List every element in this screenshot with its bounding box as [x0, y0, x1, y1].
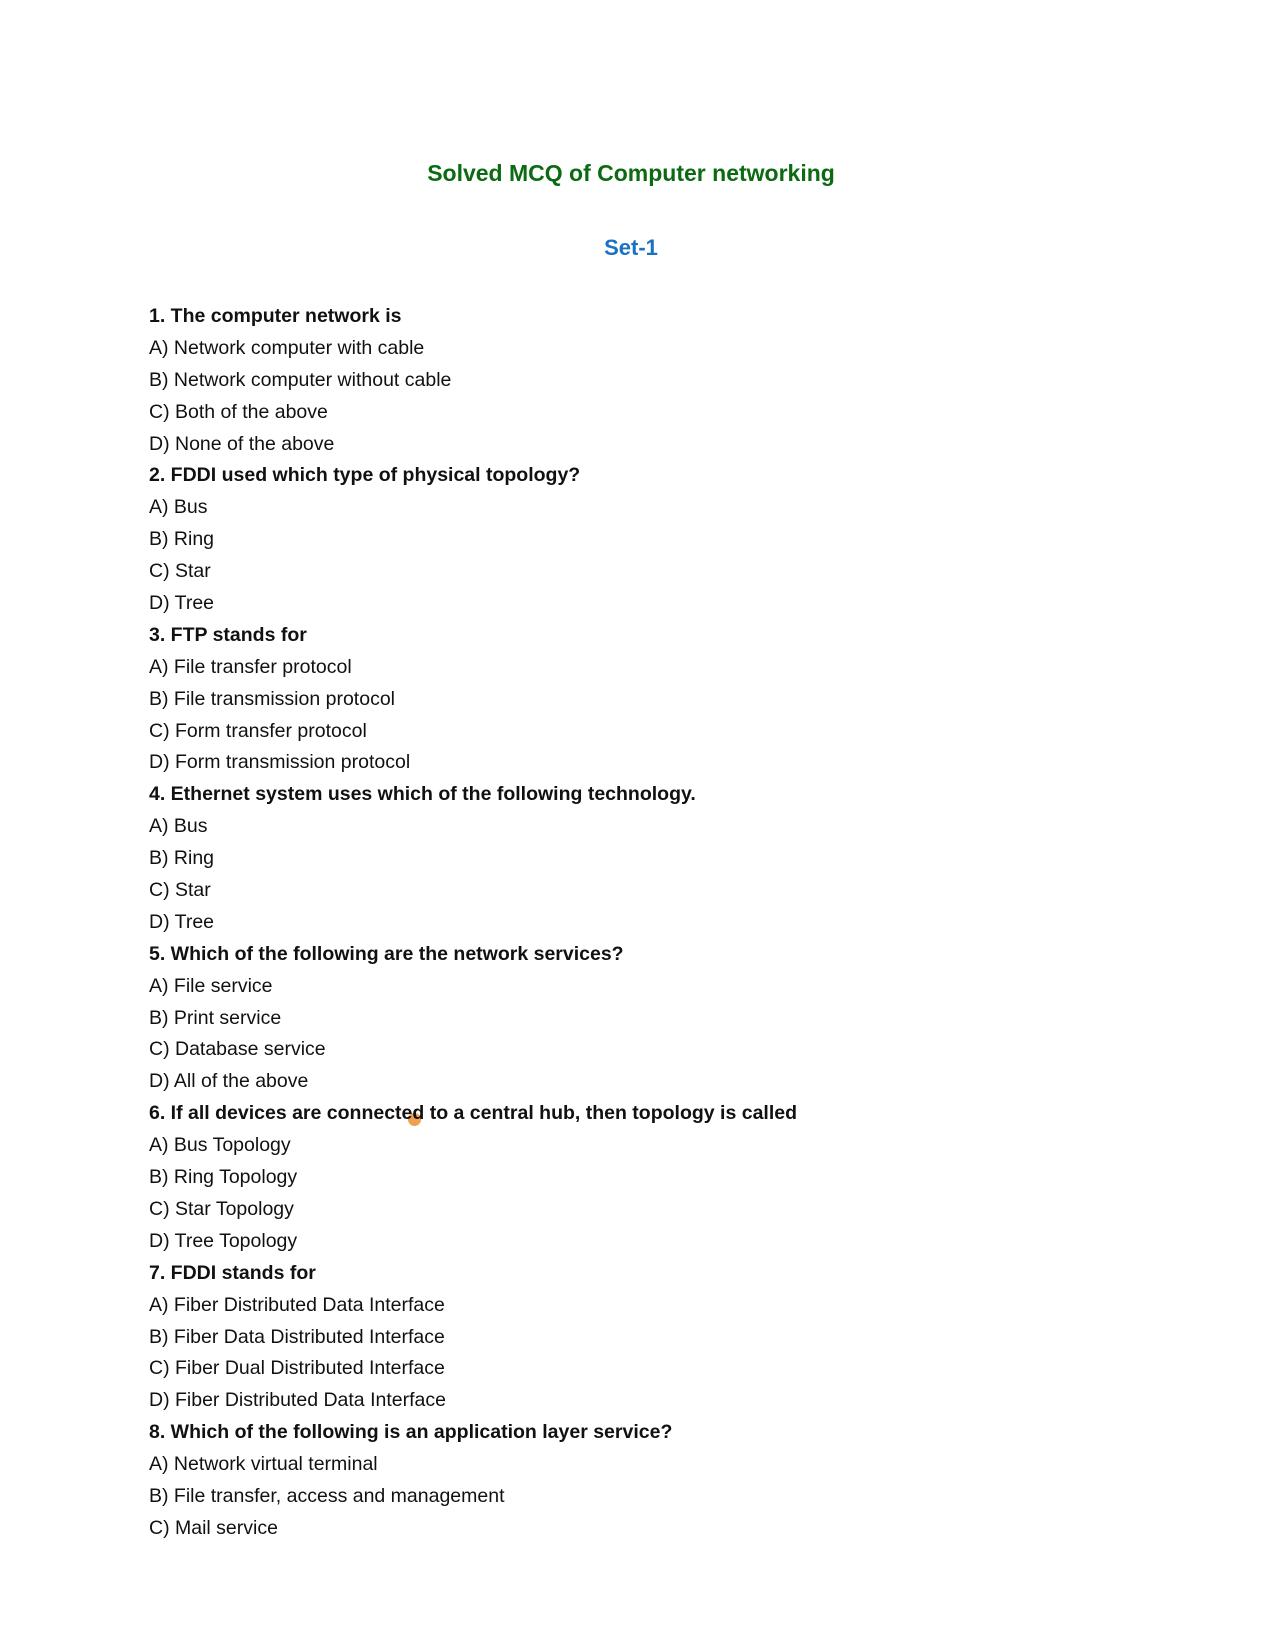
- answer-option: C) Star Topology: [149, 1197, 294, 1220]
- answer-option: A) Fiber Distributed Data Interface: [149, 1293, 445, 1316]
- answer-option: D) All of the above: [149, 1070, 309, 1093]
- answer-option: C) Star: [149, 560, 211, 583]
- set-heading: Set-1: [604, 235, 658, 260]
- answer-option: B) Print service: [149, 1006, 282, 1029]
- answer-option: B) Ring Topology: [149, 1166, 298, 1189]
- question-3: 3. FTP stands for: [149, 623, 307, 646]
- answer-option: B) Ring: [149, 847, 215, 870]
- question-8: 8. Which of the following is an application layer service?: [149, 1421, 673, 1444]
- question-7: 7. FDDI stands for: [149, 1261, 316, 1284]
- answer-option: C) Star: [149, 879, 211, 902]
- answer-option: B) Network computer without cable: [149, 368, 452, 391]
- document-title: Solved MCQ of Computer networking: [427, 160, 835, 186]
- answer-option: C) Database service: [149, 1038, 326, 1061]
- answer-option: A) File transfer protocol: [149, 655, 352, 678]
- answer-option: D) Fiber Distributed Data Interface: [149, 1389, 446, 1412]
- answer-option: D) Tree Topology: [149, 1229, 298, 1252]
- answer-option: A) Network virtual terminal: [149, 1453, 378, 1476]
- question-1: 1. The computer network is: [149, 305, 402, 327]
- answer-option: A) Bus: [149, 815, 208, 838]
- answer-option: A) Bus: [149, 496, 208, 519]
- question-2: 2. FDDI used which type of physical topology?: [149, 464, 581, 487]
- answer-option: B) Ring: [149, 528, 215, 551]
- answer-option: B) File transfer, access and management: [149, 1484, 505, 1507]
- answer-option: B) File transmission protocol: [149, 687, 395, 710]
- question-6: 6. If all devices are connected to a central hub, then topology is called: [149, 1102, 798, 1125]
- answer-option: C) Form transfer protocol: [149, 719, 367, 742]
- answer-option: A) File service: [149, 974, 273, 997]
- answer-option: B) Fiber Data Distributed Interface: [149, 1325, 445, 1348]
- answer-option: D) Tree: [149, 910, 215, 933]
- question-list: [149, 301, 797, 1545]
- answer-option: C) Fiber Dual Distributed Interface: [149, 1357, 445, 1380]
- answer-option: C) Both of the above: [149, 400, 328, 423]
- answer-option: C) Mail service: [149, 1516, 278, 1539]
- answer-option: D) Tree: [149, 592, 215, 615]
- answer-option: A) Network computer with cable: [149, 336, 425, 359]
- answer-option: D) Form transmission protocol: [149, 751, 411, 774]
- question-4: 4. Ethernet system uses which of the following technology.: [149, 783, 696, 806]
- question-5: 5. Which of the following are the network services?: [149, 942, 624, 965]
- answer-option: A) Bus Topology: [149, 1134, 291, 1157]
- answer-option: D) None of the above: [149, 432, 335, 455]
